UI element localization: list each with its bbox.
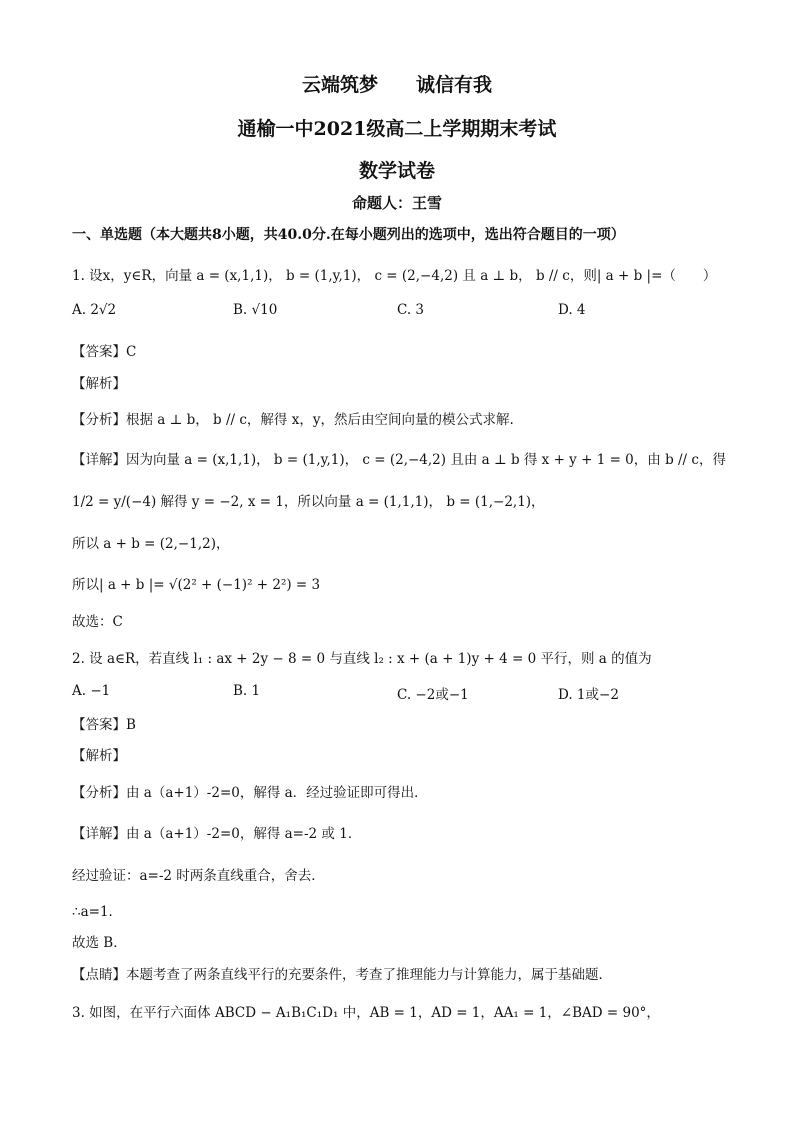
q2-option-d: D. 1或−2: [558, 687, 619, 703]
q1-xiangjie-4: 所以| a + b |= √(2² + (−1)² + 2²) = 3: [72, 577, 321, 593]
q2-answer: 【答案】B: [72, 717, 136, 733]
q2-xiangjie: 【详解】由 a（a+1）-2=0，解得 a=-2 或 1．: [72, 826, 362, 842]
q2-verify: 经过验证：a=-2 时两条直线重合，舍去．: [72, 868, 325, 884]
q1-option-a: A. 2√2: [72, 302, 117, 318]
q1-xiangjie-2: 1/2 = y/(−4) 解得 y = −2, x = 1，所以向量 a = (1,1,1)， b = (1,−2,1)，: [72, 494, 545, 510]
q1-xiangjie-3: 所以 a + b = (2,−1,2)，: [72, 536, 230, 552]
q1-option-c: C. 3: [397, 302, 425, 318]
q2-stem: 2. 设 a∈R，若直线 l₁ : ax + 2y − 8 = 0 与直线 l₂ : x + (a + 1)y + 4 = 0 平行，则 a 的值为: [72, 651, 652, 667]
exam-title: 通榆一中2021级高二上学期期末考试: [237, 118, 557, 140]
q1-fenxi: 【分析】根据 a ⊥ b， b // c，解得 x，y，然后由空间向量的模公式求解.: [72, 412, 514, 428]
section-heading: 一、单选题（本大题共8小题，共40.0分.在每小题列出的选项中，选出符合题目的一项）: [72, 227, 625, 243]
q2-option-c: C. −2或−1: [397, 687, 469, 703]
subject-title: 数学试卷: [358, 160, 435, 182]
q1-stem: 1. 设x，y∈R，向量 a = (x,1,1)， b = (1,y,1)， c = (2,−4,2) 且 a ⊥ b， b // c，则| a + b |=（ ）: [72, 268, 717, 284]
author-line: 命题人：王雪: [351, 194, 442, 212]
q2-option-a: A. −1: [72, 683, 111, 699]
q2-choose: 故选 B．: [72, 935, 127, 951]
q1-xiangjie-1: 【详解】因为向量 a = (x,1,1)， b = (1,y,1)， c = (2,−4,2) 且由 a ⊥ b 得 x + y + 1 = 0，由 b // c，得: [72, 452, 726, 468]
q1-analysis-label: 【解析】: [72, 376, 126, 392]
q1-answer: 【答案】C: [72, 344, 137, 360]
q2-dianjing: 【点睛】本题考查了两条直线平行的充要条件，考查了推理能力与计算能力，属于基础题．: [72, 967, 612, 983]
q2-fenxi: 【分析】由 a（a+1）-2=0，解得 a．经过验证即可得出．: [72, 785, 428, 801]
q2-therefore: ∴a=1．: [72, 904, 123, 920]
q1-option-b: B. √10: [233, 302, 278, 318]
q2-analysis-label: 【解析】: [72, 748, 126, 764]
motto-heading: 云端筑梦 诚信有我: [301, 74, 492, 96]
q3-stem: 3. 如图，在平行六面体 ABCD − A₁B₁C₁D₁ 中，AB = 1，AD = 1，AA₁ = 1，∠BAD = 90°，: [72, 1005, 660, 1021]
q2-option-b: B. 1: [233, 683, 261, 699]
q1-choose: 故选：C: [72, 614, 123, 630]
q1-option-d: D. 4: [558, 302, 586, 318]
